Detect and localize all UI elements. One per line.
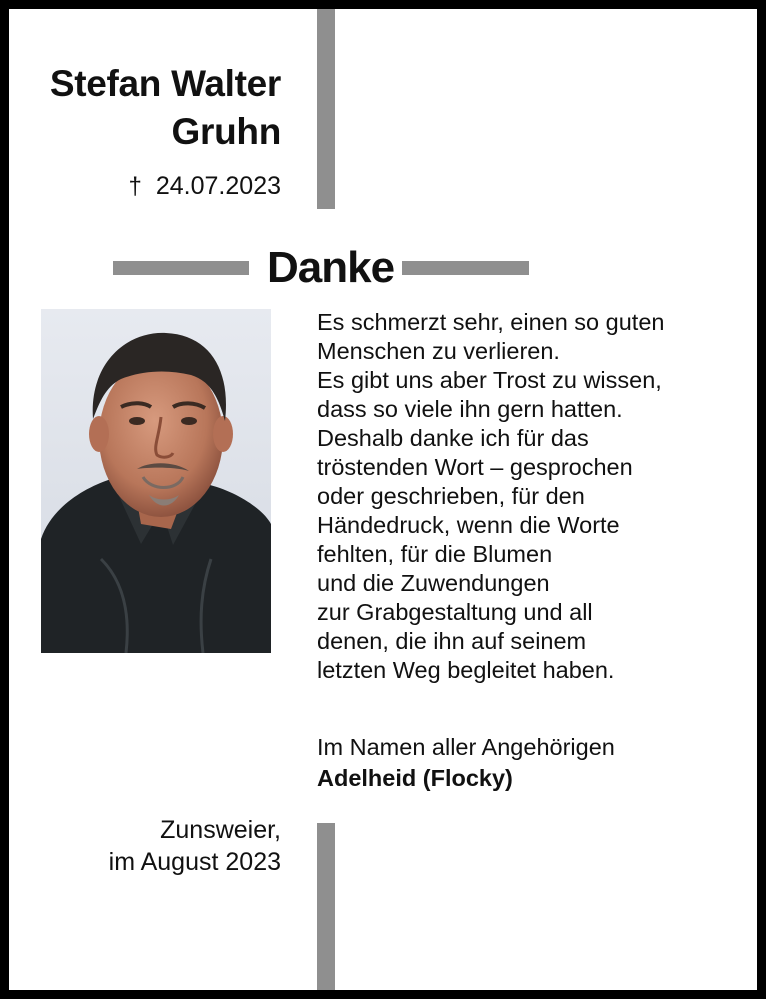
left-horizontal-bar (113, 261, 249, 275)
heading-danke: Danke (267, 243, 395, 292)
message-line: fehlten, für die Blumen (317, 541, 553, 567)
message-line: Menschen zu verlieren. (317, 338, 560, 364)
deceased-name-line-2: Gruhn (171, 111, 281, 152)
message-line: Es gibt uns aber Trost zu wissen, (317, 367, 662, 393)
deceased-name-line-1: Stefan Walter (49, 63, 281, 104)
message-line: oder geschrieben, für den (317, 483, 585, 509)
place-date-block (109, 814, 281, 878)
month-year: im August 2023 (108, 848, 281, 876)
message-line: tröstenden Wort – gesprochen (317, 454, 633, 480)
thank-you-message (317, 308, 664, 685)
message-line: Es schmerzt sehr, einen so guten (317, 309, 665, 335)
message-line: letzten Weg begleitet haben. (317, 657, 615, 683)
message-line: denen, die ihn auf seinem (317, 628, 587, 654)
message-line: und die Zuwendungen (317, 570, 550, 596)
bottom-vertical-bar (317, 823, 335, 999)
message-line: Händedruck, wenn die Worte (317, 512, 620, 538)
place: Zunsweier, (160, 816, 281, 844)
portrait-photo (41, 309, 271, 653)
death-date-row (129, 168, 281, 205)
message-line: Deshalb danke ich für das (317, 425, 589, 451)
signature-intro: Im Namen aller Angehörigen (317, 734, 615, 760)
right-horizontal-bar (402, 261, 529, 275)
message-line: zur Grabgestaltung und all (317, 599, 593, 625)
portrait-illustration (41, 309, 271, 653)
cross-icon: † (128, 173, 142, 200)
signature-block (317, 732, 615, 794)
signature-name: Adelheid (Flocky) (317, 765, 513, 791)
death-date: 24.07.2023 (155, 172, 281, 200)
message-line: dass so viele ihn gern hatten. (317, 396, 623, 422)
top-vertical-bar (317, 9, 335, 209)
